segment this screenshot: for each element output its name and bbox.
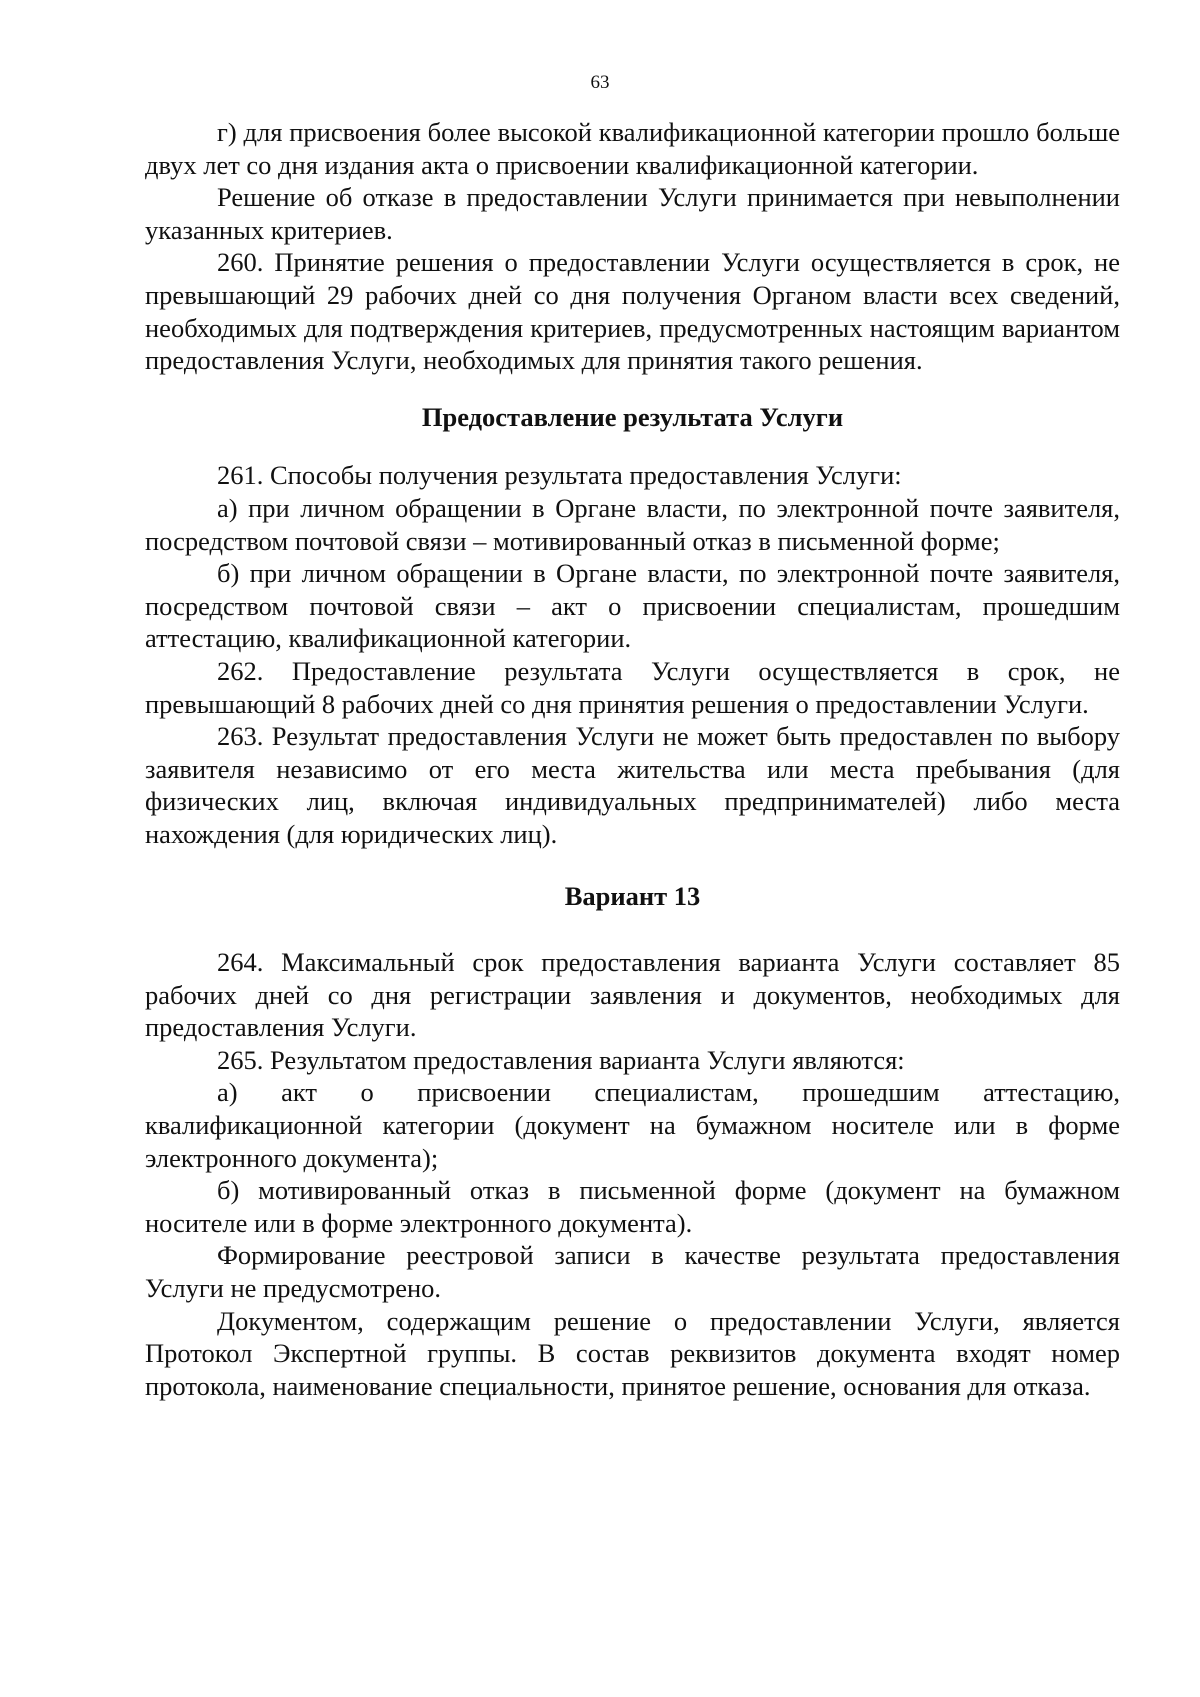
paragraph-criterion-g: г) для присвоения более высокой квалификационной категории прошло больше двух лет со дня издания акта о присвоении квалификационной категории. xyxy=(145,117,1120,180)
paragraph-265-a: а) акт о присвоении специалистам, прошедшим аттестацию, квалификационной категории (документ на бумажном носителе или в форме электронного документа); xyxy=(145,1077,1120,1173)
document-body xyxy=(145,116,1120,1402)
paragraph-261-b: б) при личном обращении в Органе власти, по электронной почте заявителя, посредством почтовой связи – акт о присвоении специалистам, прошедшим аттестацию, квалификационной категории. xyxy=(145,558,1120,654)
section-heading-result: Предоставление результата Услуги xyxy=(421,401,844,432)
paragraph-262: 262. Предоставление результата Услуги осуществляется в срок, не превышающий 8 рабочих дней со дня принятия решения о предоставлении Услуги. xyxy=(145,655,1120,719)
section-heading-variant-13: Вариант 13 xyxy=(564,881,701,912)
page-number: 63 xyxy=(590,72,610,93)
paragraph-265: 265. Результатом предоставления варианта Услуги являются: xyxy=(217,1044,905,1075)
paragraph-265-b: б) мотивированный отказ в письменной форме (документ на бумажном носителе или в форме электронного документа). xyxy=(145,1175,1120,1238)
paragraph-264: 264. Максимальный срок предоставления варианта Услуги составляет 85 рабочих дней со дня регистрации заявления и документов, необходимых для предоставления Услуги. xyxy=(145,947,1120,1043)
paragraph-decision-document: Документом, содержащим решение о предоставлении Услуги, является Протокол Экспертной группы. В состав реквизитов документа входят номер протокола, наименование специальности, принятое решение, основания для отказа. xyxy=(145,1305,1120,1401)
paragraph-261: 261. Способы получения результата предоставления Услуги: xyxy=(217,460,902,491)
paragraph-refusal-decision: Решение об отказе в предоставлении Услуги принимается при невыполнении указанных критериев. xyxy=(145,182,1120,245)
paragraph-registry-record: Формирование реестровой записи в качестве результата предоставления Услуги не предусмотрено. xyxy=(145,1240,1120,1303)
paragraph-261-a: а) при личном обращении в Органе власти, по электронной почте заявителя, посредством почтовой связи – мотивированный отказ в письменной форме; xyxy=(145,492,1120,556)
paragraph-260: 260. Принятие решения о предоставлении Услуги осуществляется в срок, не превышающий 29 рабочих дней со дня получения Органом власти всех сведений, необходимых для подтверждения критериев, предусмотренных настоящим вариантом предоставления Услуги, необходимых для принятия такого решения. xyxy=(145,247,1120,376)
paragraph-263: 263. Результат предоставления Услуги не может быть предоставлен по выбору заявителя независимо от его места жительства или места пребывания (для физических лиц, включая индивидуальных предпринимателей) либо места нахождения (для юридических лиц). xyxy=(145,721,1120,849)
